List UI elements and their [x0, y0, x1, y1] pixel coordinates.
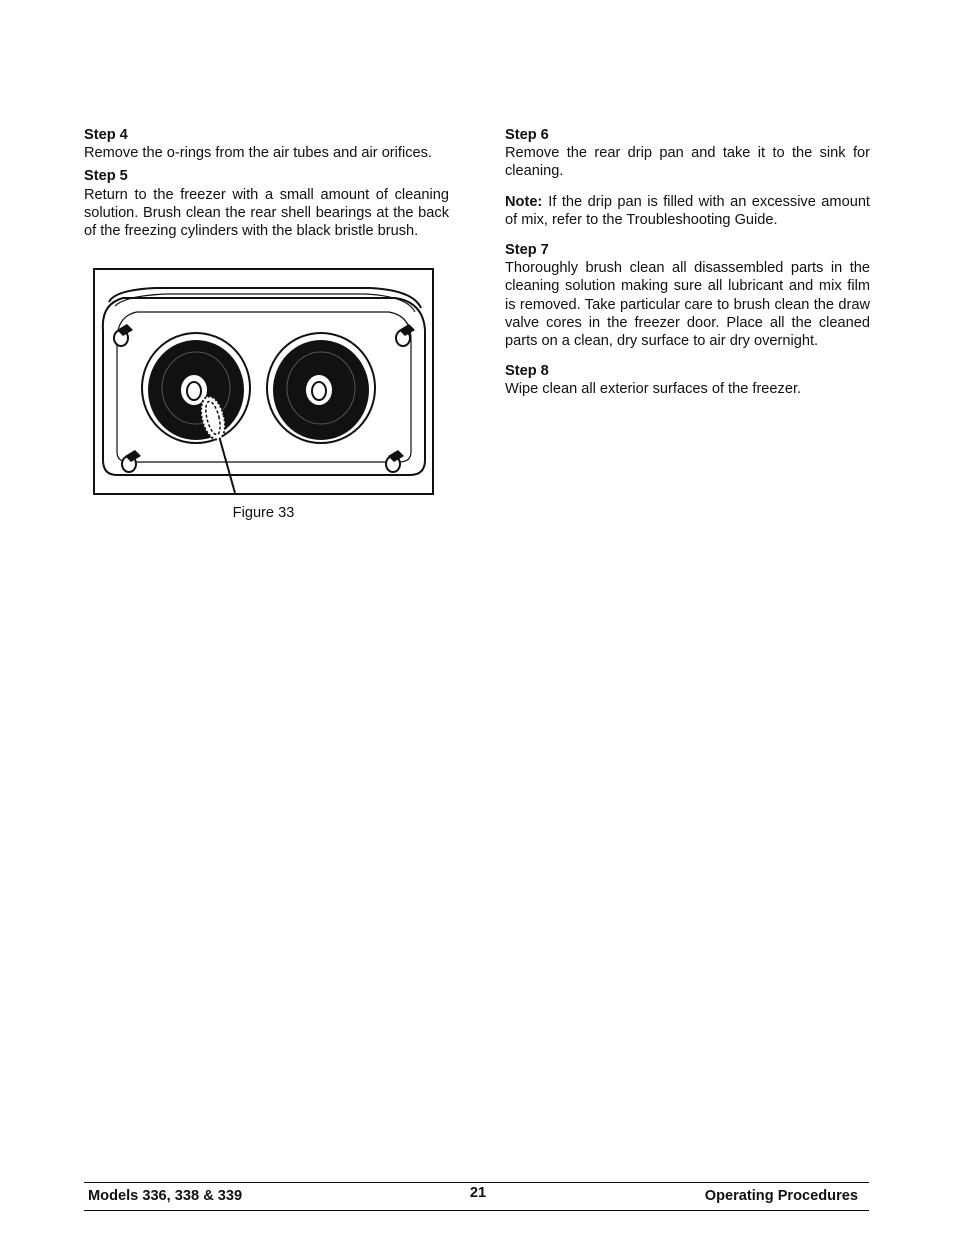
freezer-rear-shell-drawing [95, 270, 432, 493]
step4-title: Step 4 [84, 127, 128, 143]
note-label: Note: [505, 193, 543, 210]
step5-title: Step 5 [84, 168, 128, 185]
step8-text: Wipe clean all exterior surfaces of the freezer. [505, 381, 802, 398]
step8-title: Step 8 [505, 363, 549, 380]
step5-text: Return to the freezer with a small amount of cleaning solution. Brush clean the rear shell bearings at the back of the freezing cylinders with the black bristle brush. [84, 186, 449, 240]
figure-caption: Figure 33 [232, 505, 295, 521]
step6-text: Remove the rear drip pan and take it to the sink for cleaning. [505, 145, 870, 180]
page-footer [88, 1187, 858, 1207]
left-column [84, 126, 449, 240]
step7-title: Step 7 [505, 242, 549, 259]
figure-33-illustration [93, 268, 434, 495]
note-text: If the drip pan is filled with an excessive amount of mix, refer to the Troubleshooting Guide. [505, 193, 870, 228]
step4-text: Remove the o-rings from the air tubes and air orifices. [84, 145, 432, 162]
step7-text: Thoroughly brush clean all disassembled parts in the cleaning solution making sure all lubricant and mix film is removed. Take particular care to brush clean the draw valve cores in the freezer door. Place all the cleaned parts on a clean, dry surface to air dry overnight. [505, 260, 870, 350]
step6-title: Step 6 [505, 127, 549, 143]
right-column [505, 126, 870, 399]
footer-section: Operating Procedures [704, 1188, 858, 1204]
note-paragraph [505, 193, 870, 229]
page-number: 21 [469, 1185, 487, 1201]
footer-bottom-rule [84, 1210, 869, 1211]
footer-top-rule [84, 1182, 869, 1183]
footer-models: Models 336, 338 & 339 [88, 1188, 243, 1204]
